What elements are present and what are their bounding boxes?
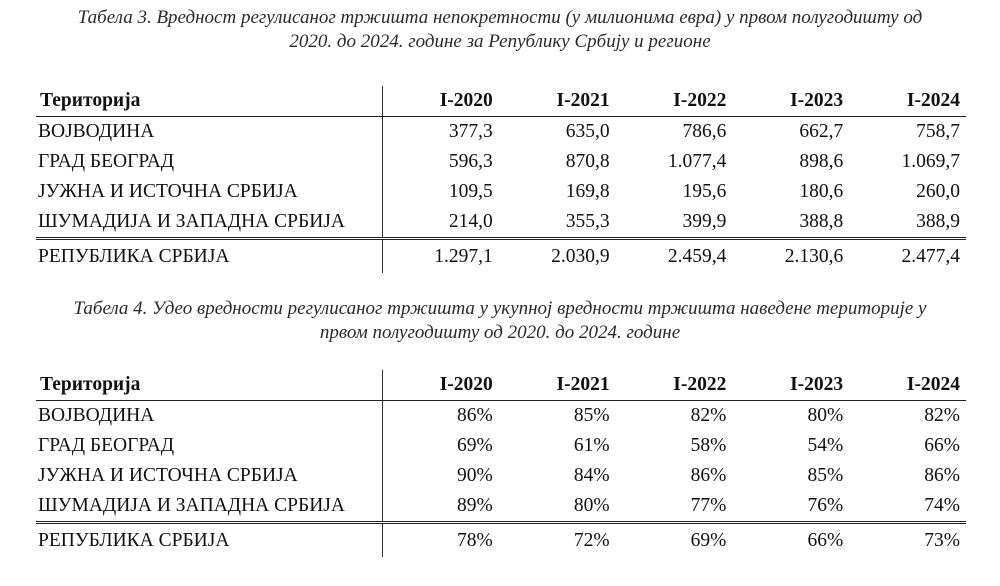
value-cell: 69% <box>457 435 493 456</box>
value-cell: 195,6 <box>682 181 727 202</box>
value-cell: 76% <box>807 495 844 516</box>
table-row <box>36 491 966 523</box>
value-cell: 84% <box>573 465 610 486</box>
value-cell: 898,6 <box>799 151 844 172</box>
value-cell: 86% <box>924 465 960 486</box>
header-year: I-2022 <box>616 370 733 401</box>
table3-header-row <box>36 86 966 117</box>
table3-caption-line2: 2020. до 2024. године за Републику Србију и регионе <box>289 31 711 52</box>
value-cell: 260,0 <box>916 181 960 202</box>
header-year: I-2024 <box>849 370 966 401</box>
value-cell: 74% <box>924 495 960 516</box>
header-year: I-2020 <box>382 86 499 117</box>
value-cell: 2.477,4 <box>849 239 966 274</box>
value-cell: 2.130,6 <box>732 239 849 274</box>
value-cell: 58% <box>690 435 727 456</box>
table3-caption <box>0 6 1000 54</box>
value-cell: 73% <box>849 523 966 558</box>
value-cell: 54% <box>807 435 844 456</box>
value-cell: 388,9 <box>916 211 960 232</box>
header-year: I-2022 <box>616 86 733 117</box>
header-year: I-2023 <box>732 370 849 401</box>
value-cell: 69% <box>616 523 733 558</box>
value-cell: 1.077,4 <box>667 151 727 172</box>
value-cell: 109,5 <box>448 181 493 202</box>
territory-cell: ГРАД БЕОГРАД <box>36 147 382 177</box>
value-cell: 77% <box>690 495 727 516</box>
value-cell: 85% <box>807 465 844 486</box>
territory-cell: РЕПУБЛИКА СРБИЈА <box>36 523 382 558</box>
value-cell: 61% <box>573 435 610 456</box>
value-cell: 214,0 <box>448 211 493 232</box>
value-cell: 66% <box>732 523 849 558</box>
value-cell: 82% <box>690 405 727 426</box>
value-cell: 596,3 <box>448 151 493 172</box>
territory-cell: ВОЈВОДИНА <box>36 401 382 432</box>
table4 <box>36 370 966 557</box>
value-cell: 2.030,9 <box>499 239 616 274</box>
header-year: I-2024 <box>849 86 966 117</box>
value-cell: 399,9 <box>682 211 727 232</box>
value-cell: 180,6 <box>799 181 844 202</box>
header-year: I-2020 <box>382 370 499 401</box>
table-total-row <box>36 523 966 558</box>
header-year: I-2023 <box>732 86 849 117</box>
table-row <box>36 117 966 148</box>
value-cell: 388,8 <box>799 211 844 232</box>
value-cell: 870,8 <box>565 151 610 172</box>
table-row <box>36 177 966 207</box>
table3 <box>36 86 966 273</box>
value-cell: 89% <box>457 495 493 516</box>
value-cell: 635,0 <box>565 121 610 142</box>
value-cell: 377,3 <box>448 121 493 142</box>
value-cell: 2.459,4 <box>616 239 733 274</box>
territory-cell: ЈУЖНА И ИСТОЧНА СРБИЈА <box>36 461 382 491</box>
table-row <box>36 147 966 177</box>
header-year: I-2021 <box>499 86 616 117</box>
territory-cell: ШУМАДИЈА И ЗАПАДНА СРБИЈА <box>36 207 382 239</box>
table3-caption-line1: Табела 3. Вредност регулисаног тржишта непокретности (у милионима евра) у првом полугодишту од <box>77 7 923 28</box>
territory-cell: ЈУЖНА И ИСТОЧНА СРБИЈА <box>36 177 382 207</box>
value-cell: 85% <box>573 405 610 426</box>
table4-caption-line1: Табела 4. Удео вредности регулисаног тржишта у укупној вредности тржишта наведене територије у <box>73 298 927 319</box>
value-cell: 72% <box>499 523 616 558</box>
table4-header-row <box>36 370 966 401</box>
territory-cell: ШУМАДИЈА И ЗАПАДНА СРБИЈА <box>36 491 382 523</box>
table-total-row <box>36 239 966 274</box>
value-cell: 662,7 <box>799 121 844 142</box>
header-year: I-2021 <box>499 370 616 401</box>
table-row <box>36 431 966 461</box>
value-cell: 758,7 <box>916 121 960 142</box>
value-cell: 786,6 <box>682 121 727 142</box>
value-cell: 82% <box>924 405 960 426</box>
value-cell: 169,8 <box>565 181 610 202</box>
table4-caption <box>0 297 1000 345</box>
value-cell: 80% <box>807 405 844 426</box>
value-cell: 78% <box>382 523 499 558</box>
value-cell: 1.069,7 <box>901 151 960 172</box>
value-cell: 80% <box>573 495 610 516</box>
table-row <box>36 401 966 432</box>
value-cell: 1.297,1 <box>382 239 499 274</box>
territory-cell: РЕПУБЛИКА СРБИЈА <box>36 239 382 274</box>
table-row <box>36 461 966 491</box>
territory-cell: ВОЈВОДИНА <box>36 117 382 148</box>
value-cell: 66% <box>924 435 960 456</box>
table-row <box>36 207 966 239</box>
value-cell: 90% <box>457 465 493 486</box>
header-territory: Територија <box>36 370 382 401</box>
value-cell: 355,3 <box>565 211 610 232</box>
value-cell: 86% <box>690 465 727 486</box>
territory-cell: ГРАД БЕОГРАД <box>36 431 382 461</box>
table4-caption-line2: првом полугодишту од 2020. до 2024. године <box>319 322 681 343</box>
value-cell: 86% <box>457 405 493 426</box>
header-territory: Територија <box>36 86 382 117</box>
